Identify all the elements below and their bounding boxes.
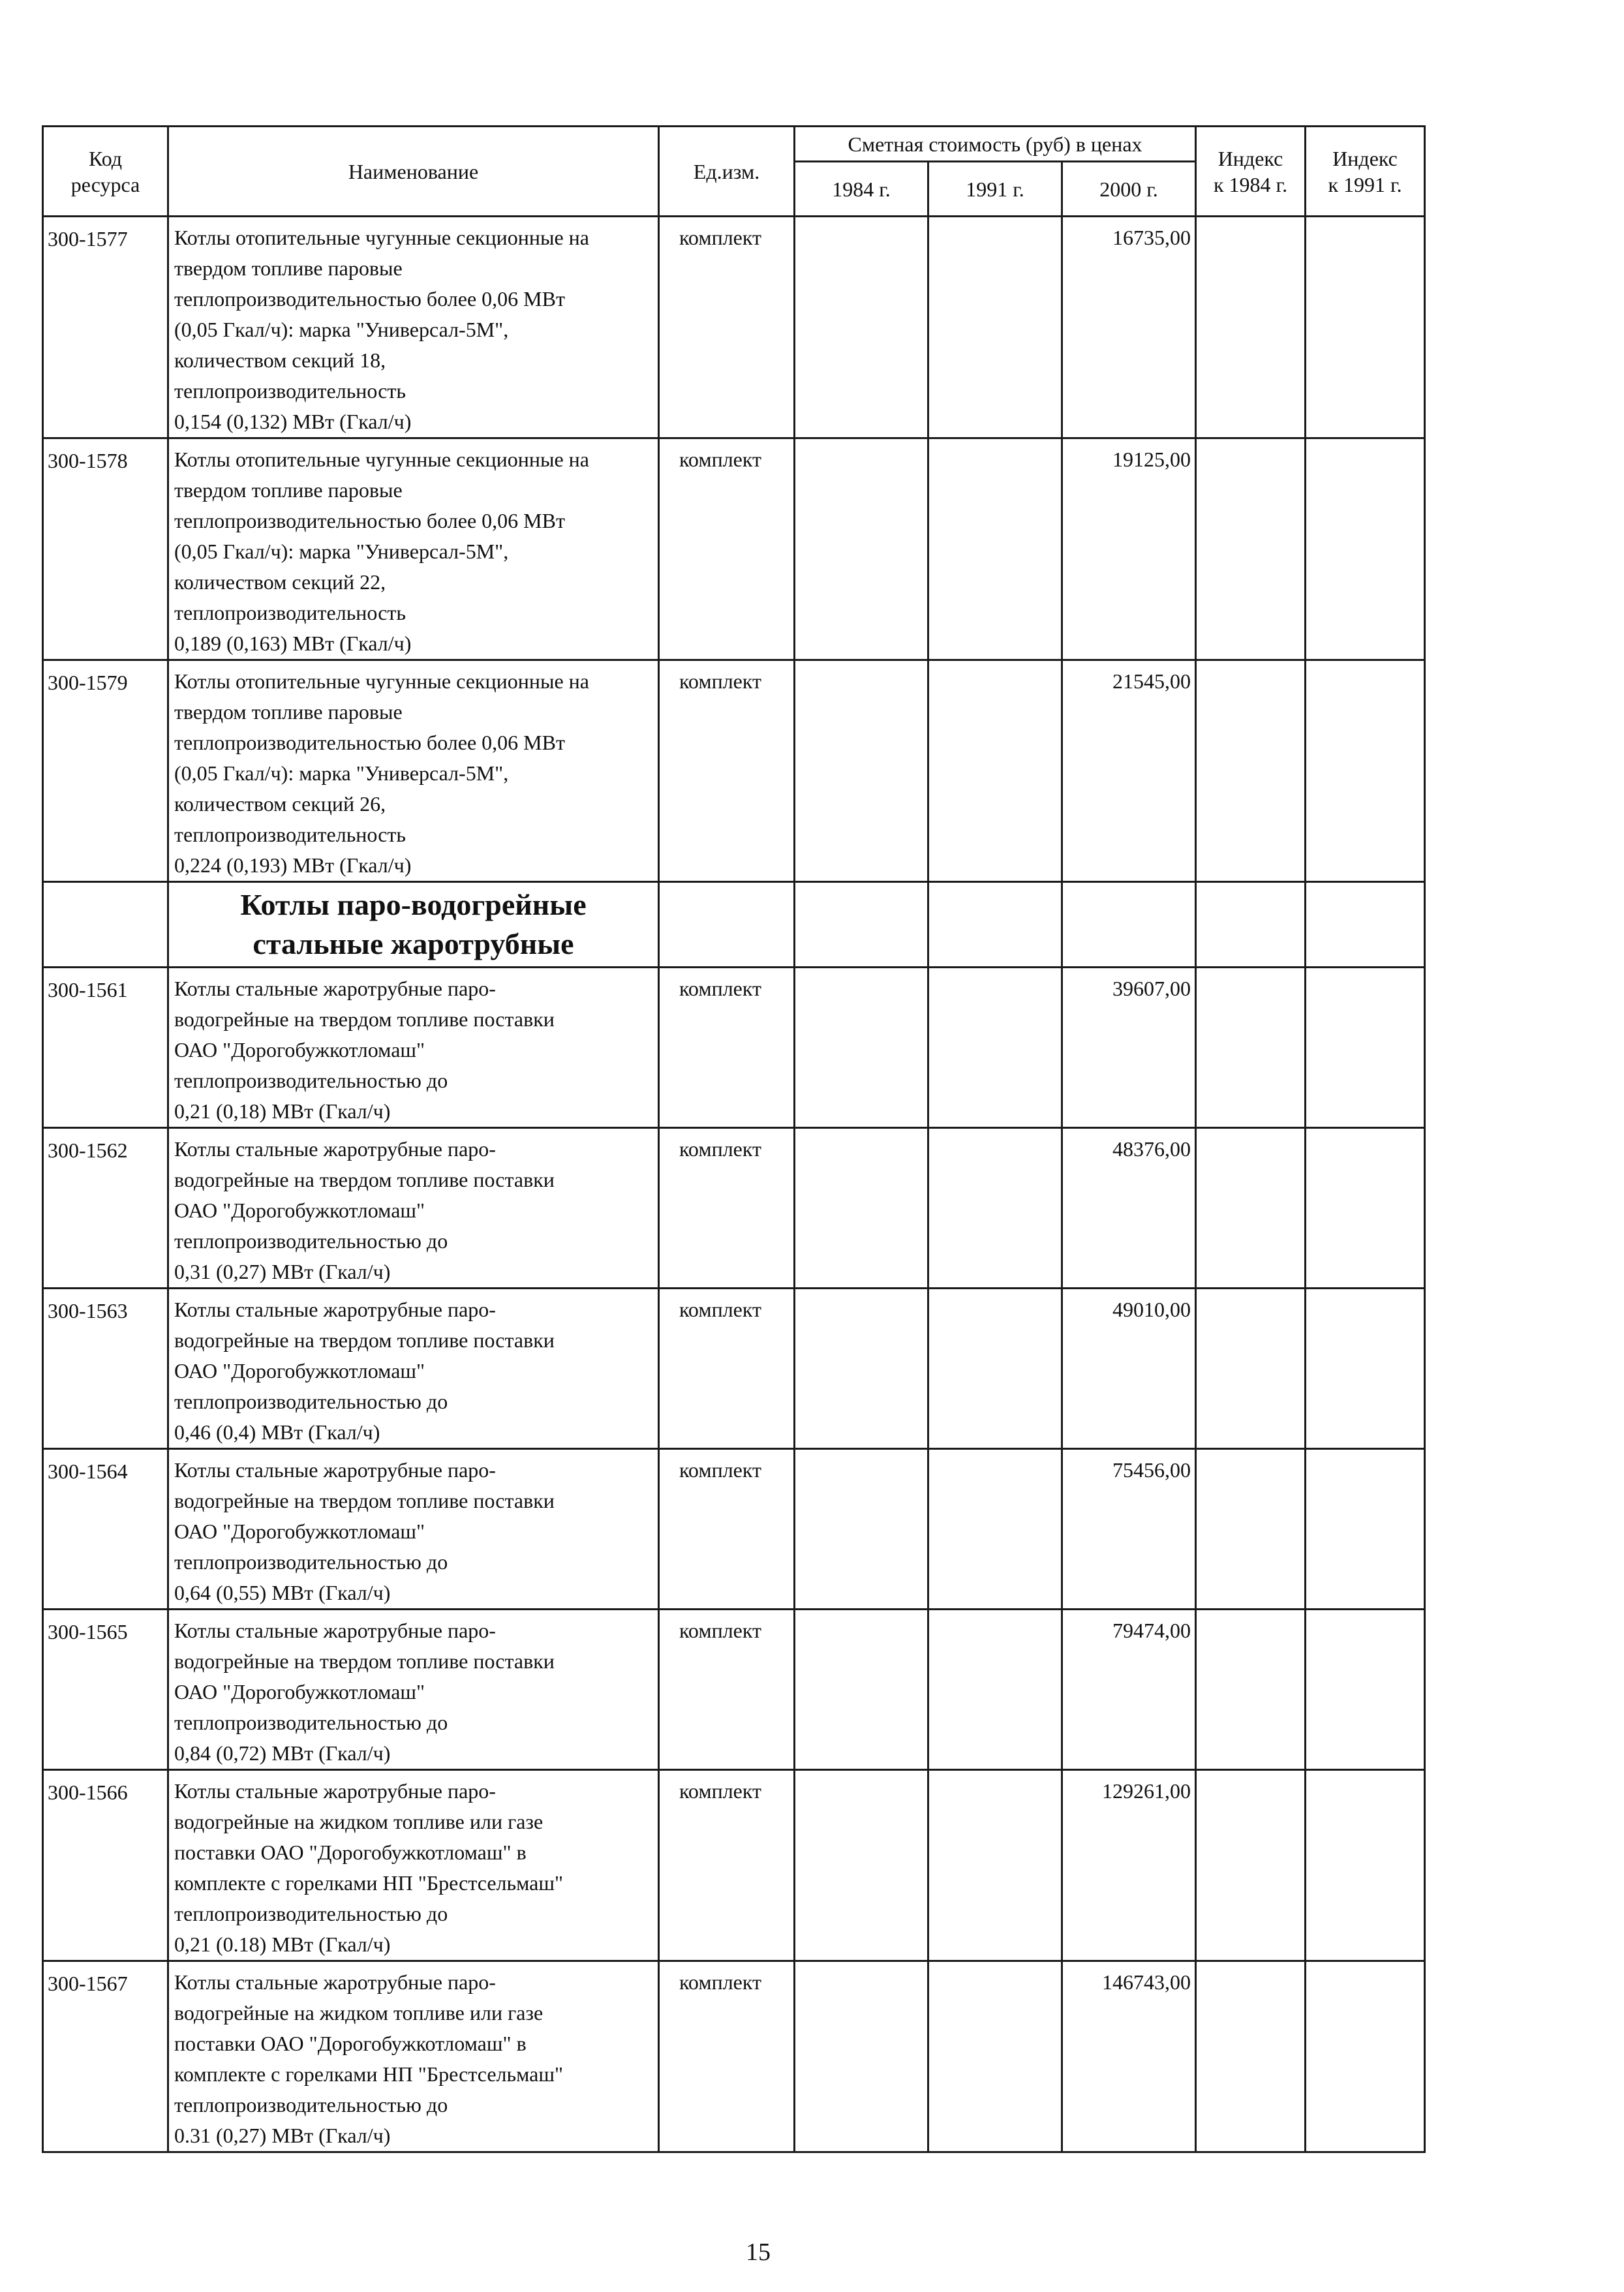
header-name: Наименование xyxy=(168,127,659,217)
price-1991-cell xyxy=(928,1770,1062,1961)
index-1991-cell xyxy=(1306,660,1425,882)
unit-cell xyxy=(659,1961,795,2152)
resource-name-text: Котлы стальные жаротрубные паро- водогрейные на твердом топливе поставки ОАО "Дорогобужкотломаш" теплопроизводительностью до 0,84 (0,72) МВт (Гкал/ч) xyxy=(174,1619,555,1765)
resource-name-cell xyxy=(168,1770,659,1961)
price-1984-cell xyxy=(795,1961,928,2152)
resource-name-text: Котлы стальные жаротрубные паро- водогрейные на твердом топливе поставки ОАО "Дорогобужкотломаш" теплопроизводительностью до 0,21 (0,18) МВт (Гкал/ч) xyxy=(174,977,555,1123)
resource-code-cell xyxy=(43,660,168,882)
section-empty-cell xyxy=(795,882,928,968)
header-row-top xyxy=(43,127,1425,162)
resource-code-cell xyxy=(43,438,168,660)
index-1991-cell xyxy=(1306,1449,1425,1610)
table-row xyxy=(43,1770,1425,1961)
section-body xyxy=(43,882,1425,968)
resource-name-text: Котлы стальные жаротрубные паро- водогрейные на жидком топливе или газе поставки ОАО "Дорогобужкотломаш" в комплекте с горелками НП "Брестсельмаш" теплопроизводительностью до 0,21 (0.18) МВт (Гкал/ч) xyxy=(174,1779,564,1956)
price-2000-text: 129261,00 xyxy=(1102,1779,1191,1803)
resource-name-cell xyxy=(168,1961,659,2152)
resource-name-cell xyxy=(168,438,659,660)
price-2000-text: 16735,00 xyxy=(1112,226,1191,249)
price-2000-text: 48376,00 xyxy=(1112,1137,1191,1161)
resource-code-text: 300-1578 xyxy=(48,449,128,472)
index-1991-cell xyxy=(1306,1289,1425,1449)
index-1991-cell xyxy=(1306,217,1425,438)
header-cost-group: Сметная стоимость (руб) в ценах xyxy=(795,127,1196,162)
price-1991-cell xyxy=(928,968,1062,1128)
section-empty-cell xyxy=(1062,882,1196,968)
resource-code-text: 300-1577 xyxy=(48,227,128,251)
header-year-1991: 1991 г. xyxy=(928,162,1062,217)
resource-name-cell xyxy=(168,1289,659,1449)
resource-name-text: Котлы стальные жаротрубные паро- водогрейные на твердом топливе поставки ОАО "Дорогобужкотломаш" теплопроизводительностью до 0,46 (0,4) МВт (Гкал/ч) xyxy=(174,1298,555,1444)
section-empty-cell xyxy=(1306,882,1425,968)
index-1991-cell xyxy=(1306,1770,1425,1961)
price-1991-cell xyxy=(928,1449,1062,1610)
resource-code-text: 300-1567 xyxy=(48,1972,128,1995)
table-body-group1 xyxy=(43,217,1425,882)
unit-cell xyxy=(659,1289,795,1449)
price-1984-cell xyxy=(795,1449,928,1610)
unit-cell xyxy=(659,660,795,882)
resource-code-text: 300-1566 xyxy=(48,1780,128,1804)
resource-name-cell xyxy=(168,660,659,882)
index-1984-cell xyxy=(1196,1961,1306,2152)
resource-code-cell xyxy=(43,1449,168,1610)
price-2000-cell xyxy=(1062,1128,1196,1289)
resource-code-text: 300-1562 xyxy=(48,1138,128,1162)
price-1984-cell xyxy=(795,438,928,660)
unit-text: комплект xyxy=(679,669,761,693)
unit-cell xyxy=(659,968,795,1128)
resource-name-text: Котлы стальные жаротрубные паро- водогрейные на жидком топливе или газе поставки ОАО "Дорогобужкотломаш" в комплекте с горелками НП "Брестсельмаш" теплопроизводительностью до 0.31 (0,27) МВт (Гкал/ч) xyxy=(174,1970,564,2147)
resource-code-cell xyxy=(43,1610,168,1770)
price-2000-cell xyxy=(1062,660,1196,882)
price-2000-text: 19125,00 xyxy=(1112,448,1191,471)
header-index-1991: Индекс к 1991 г. xyxy=(1306,127,1425,217)
resource-code-cell xyxy=(43,1289,168,1449)
resource-code-cell xyxy=(43,217,168,438)
header-code: Код ресурса xyxy=(43,127,168,217)
unit-cell xyxy=(659,438,795,660)
price-1991-cell xyxy=(928,438,1062,660)
price-1984-cell xyxy=(795,968,928,1128)
price-1984-cell xyxy=(795,660,928,882)
section-empty-cell xyxy=(1196,882,1306,968)
index-1991-cell xyxy=(1306,438,1425,660)
price-1984-cell xyxy=(795,217,928,438)
resource-name-text: Котлы стальные жаротрубные паро- водогрейные на твердом топливе поставки ОАО "Дорогобужкотломаш" теплопроизводительностью до 0,64 (0,55) МВт (Гкал/ч) xyxy=(174,1458,555,1604)
price-1984-cell xyxy=(795,1289,928,1449)
price-1991-cell xyxy=(928,1128,1062,1289)
price-1984-cell xyxy=(795,1128,928,1289)
resource-code-text: 300-1563 xyxy=(48,1299,128,1322)
unit-text: комплект xyxy=(679,1137,761,1161)
price-1991-cell xyxy=(928,1961,1062,2152)
price-2000-text: 146743,00 xyxy=(1102,1970,1191,1994)
index-1984-cell xyxy=(1196,1610,1306,1770)
table-row xyxy=(43,1610,1425,1770)
unit-cell xyxy=(659,1128,795,1289)
table-body-group2 xyxy=(43,968,1425,2152)
table-row xyxy=(43,1961,1425,2152)
unit-text: комплект xyxy=(679,1779,761,1803)
index-1984-cell xyxy=(1196,1449,1306,1610)
header-index-1984: Индекс к 1984 г. xyxy=(1196,127,1306,217)
index-1991-cell xyxy=(1306,1961,1425,2152)
resource-name-cell xyxy=(168,1449,659,1610)
resource-name-text: Котлы отопительные чугунные секционные на твердом топливе паровые теплопроизводительностью более 0,06 МВт (0,05 Гкал/ч): марка "Универсал-5М", количеством секций 26, теплопроизводительность 0,224 (0,193) МВт (Гкал/ч) xyxy=(174,669,589,877)
unit-text: комплект xyxy=(679,1619,761,1642)
unit-cell xyxy=(659,1610,795,1770)
price-1991-cell xyxy=(928,1610,1062,1770)
index-1991-cell xyxy=(1306,968,1425,1128)
resource-code-text: 300-1579 xyxy=(48,671,128,694)
unit-text: комплект xyxy=(679,448,761,471)
index-1991-cell xyxy=(1306,1128,1425,1289)
page-number: 15 xyxy=(746,2239,771,2266)
unit-text: комплект xyxy=(679,226,761,249)
price-2000-text: 75456,00 xyxy=(1112,1458,1191,1482)
resource-name-cell xyxy=(168,968,659,1128)
resource-code-text: 300-1561 xyxy=(48,978,128,1001)
resource-name-text: Котлы отопительные чугунные секционные на твердом топливе паровые теплопроизводительностью более 0,06 МВт (0,05 Гкал/ч): марка "Универсал-5М", количеством секций 18, теплопроизводительность 0,154 (0,132) МВт (Гкал/ч) xyxy=(174,226,589,433)
price-1991-cell xyxy=(928,660,1062,882)
price-1991-cell xyxy=(928,1289,1062,1449)
price-2000-cell xyxy=(1062,1770,1196,1961)
unit-cell xyxy=(659,1770,795,1961)
unit-text: комплект xyxy=(679,977,761,1000)
table-row xyxy=(43,1449,1425,1610)
table-row xyxy=(43,217,1425,438)
resource-code-cell xyxy=(43,1128,168,1289)
table-row xyxy=(43,438,1425,660)
resource-code-text: 300-1565 xyxy=(48,1620,128,1643)
unit-cell xyxy=(659,217,795,438)
index-1984-cell xyxy=(1196,1770,1306,1961)
price-2000-text: 21545,00 xyxy=(1112,669,1191,693)
unit-cell xyxy=(659,1449,795,1610)
resource-name-text: Котлы стальные жаротрубные паро- водогрейные на твердом топливе поставки ОАО "Дорогобужкотломаш" теплопроизводительностью до 0,31 (0,27) МВт (Гкал/ч) xyxy=(174,1137,555,1283)
price-2000-text: 49010,00 xyxy=(1112,1298,1191,1321)
price-2000-cell xyxy=(1062,438,1196,660)
price-1984-cell xyxy=(795,1610,928,1770)
section-title: Котлы паро-водогрейные стальные жаротрубные xyxy=(168,882,659,968)
price-2000-cell xyxy=(1062,1289,1196,1449)
resource-name-cell xyxy=(168,1610,659,1770)
resource-code-cell xyxy=(43,1961,168,2152)
header-year-2000: 2000 г. xyxy=(1062,162,1196,217)
price-1991-cell xyxy=(928,217,1062,438)
resource-code-text: 300-1564 xyxy=(48,1459,128,1483)
price-table xyxy=(42,125,1426,2153)
unit-text: комплект xyxy=(679,1458,761,1482)
index-1984-cell xyxy=(1196,1128,1306,1289)
unit-text: комплект xyxy=(679,1970,761,1994)
unit-text: комплект xyxy=(679,1298,761,1321)
index-1984-cell xyxy=(1196,438,1306,660)
section-row xyxy=(43,882,1425,968)
table-row xyxy=(43,1128,1425,1289)
index-1991-cell xyxy=(1306,1610,1425,1770)
index-1984-cell xyxy=(1196,1289,1306,1449)
section-empty-cell xyxy=(928,882,1062,968)
price-2000-cell xyxy=(1062,1961,1196,2152)
table-row xyxy=(43,660,1425,882)
table-row xyxy=(43,968,1425,1128)
price-2000-cell xyxy=(1062,1449,1196,1610)
section-empty-cell xyxy=(659,882,795,968)
header-year-1984: 1984 г. xyxy=(795,162,928,217)
price-2000-cell xyxy=(1062,1610,1196,1770)
price-2000-cell xyxy=(1062,968,1196,1128)
index-1984-cell xyxy=(1196,217,1306,438)
price-2000-text: 79474,00 xyxy=(1112,1619,1191,1642)
resource-name-cell xyxy=(168,217,659,438)
resource-code-cell xyxy=(43,1770,168,1961)
price-2000-cell xyxy=(1062,217,1196,438)
resource-name-cell xyxy=(168,1128,659,1289)
index-1984-cell xyxy=(1196,968,1306,1128)
index-1984-cell xyxy=(1196,660,1306,882)
resource-name-text: Котлы отопительные чугунные секционные на твердом топливе паровые теплопроизводительностью более 0,06 МВт (0,05 Гкал/ч): марка "Универсал-5М", количеством секций 22, теплопроизводительность 0,189 (0,163) МВт (Гкал/ч) xyxy=(174,448,589,655)
table-row xyxy=(43,1289,1425,1449)
header-unit: Ед.изм. xyxy=(659,127,795,217)
section-empty-code xyxy=(43,882,168,968)
price-2000-text: 39607,00 xyxy=(1112,977,1191,1000)
price-1984-cell xyxy=(795,1770,928,1961)
resource-code-cell xyxy=(43,968,168,1128)
